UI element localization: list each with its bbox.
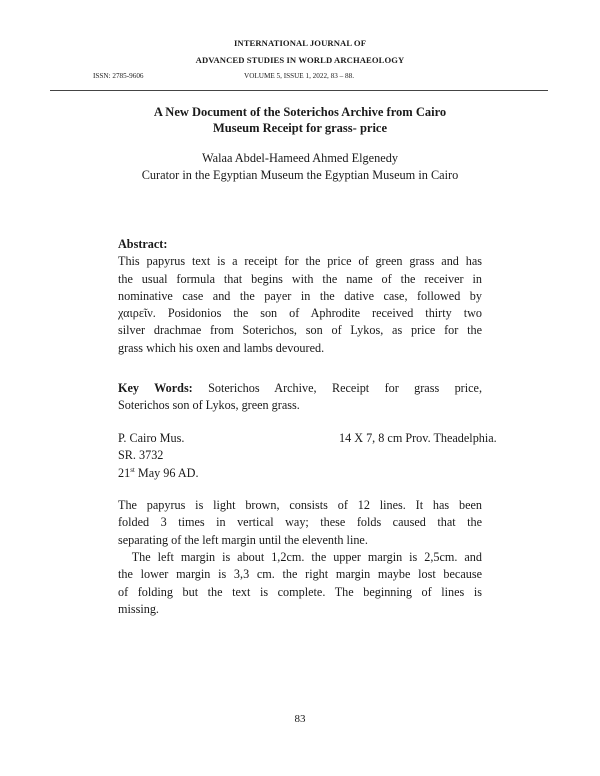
keywords-section xyxy=(118,380,482,415)
description-line: the lower margin is 3,3 cm. the right margin maybe lost because xyxy=(118,567,482,582)
journal-title-line1: INTERNATIONAL JOURNAL OF xyxy=(233,38,367,48)
keywords-line2: Soterichos son of Lykos, green grass. xyxy=(118,398,300,413)
date-rest: May 96 AD. xyxy=(134,465,199,480)
abstract-line: This papyrus text is a receipt for the price of green grass and has xyxy=(118,254,482,269)
abstract-line: the usual formula that begins with the name of the receiver in xyxy=(118,271,482,286)
author-affiliation: Curator in the Egyptian Museum the Egyptian Museum in Cairo xyxy=(141,168,459,182)
description-line: of folding but the text is complete. The beginning of lines is xyxy=(118,584,482,599)
author-name: Walaa Abdel-Hameed Ahmed Elgenedy xyxy=(201,151,399,165)
description-paragraph-2 xyxy=(118,549,482,618)
header-divider xyxy=(50,90,548,91)
article-title-line2: Museum Receipt for grass- price xyxy=(212,121,388,135)
date-day: 21 xyxy=(118,465,131,480)
page-number: 83 xyxy=(294,713,306,725)
sr-number: SR. 3732 xyxy=(118,448,164,463)
keywords-text: Soterichos Archive, Receipt for grass price, xyxy=(192,381,482,395)
date-suffix: st xyxy=(130,465,135,474)
description-paragraph-1 xyxy=(118,497,482,549)
description-line: missing. xyxy=(118,601,159,616)
inventory-label: P. Cairo Mus. xyxy=(118,431,185,445)
abstract-line: silver drachmae from Soterichos, son of Lykos, as price for the xyxy=(118,323,482,338)
description-line: The left margin is about 1,2cm. the upper margin is 2,5cm. and xyxy=(118,550,482,564)
abstract-line: nominative case and the payer in the dative case, followed by xyxy=(118,288,482,303)
volume-info: VOLUME 5, ISSUE 1, 2022, 83 – 88. xyxy=(244,72,355,80)
description-line: folded 3 times in vertical way; these folds caused that the xyxy=(118,515,482,530)
abstract-line: grass which his oxen and lambs devoured. xyxy=(118,340,325,355)
papyrus-dimensions: 14 X 7, 8 cm Prov. Theadelphia. xyxy=(339,431,497,445)
description-line: The papyrus is light brown, consists of 12 lines. It has been xyxy=(118,498,482,512)
abstract-heading: Abstract: xyxy=(118,237,168,251)
reference-block xyxy=(118,430,199,482)
document-date xyxy=(118,465,199,482)
abstract-section xyxy=(118,236,482,357)
abstract-line: χαιρεῖν. Posidonios the son of Aphrodite received thirty two xyxy=(118,306,482,321)
keywords-label: Key Words: xyxy=(118,381,193,395)
article-title-line1: A New Document of the Soterichos Archive from Cairo xyxy=(153,105,447,119)
issn: ISSN: 2785-9606 xyxy=(93,72,144,80)
journal-title-line2: ADVANCED STUDIES IN WORLD ARCHAEOLOGY xyxy=(195,55,405,65)
keywords-line1 xyxy=(118,380,482,397)
description-line: separating of the left margin until the eleventh line. xyxy=(118,532,368,547)
